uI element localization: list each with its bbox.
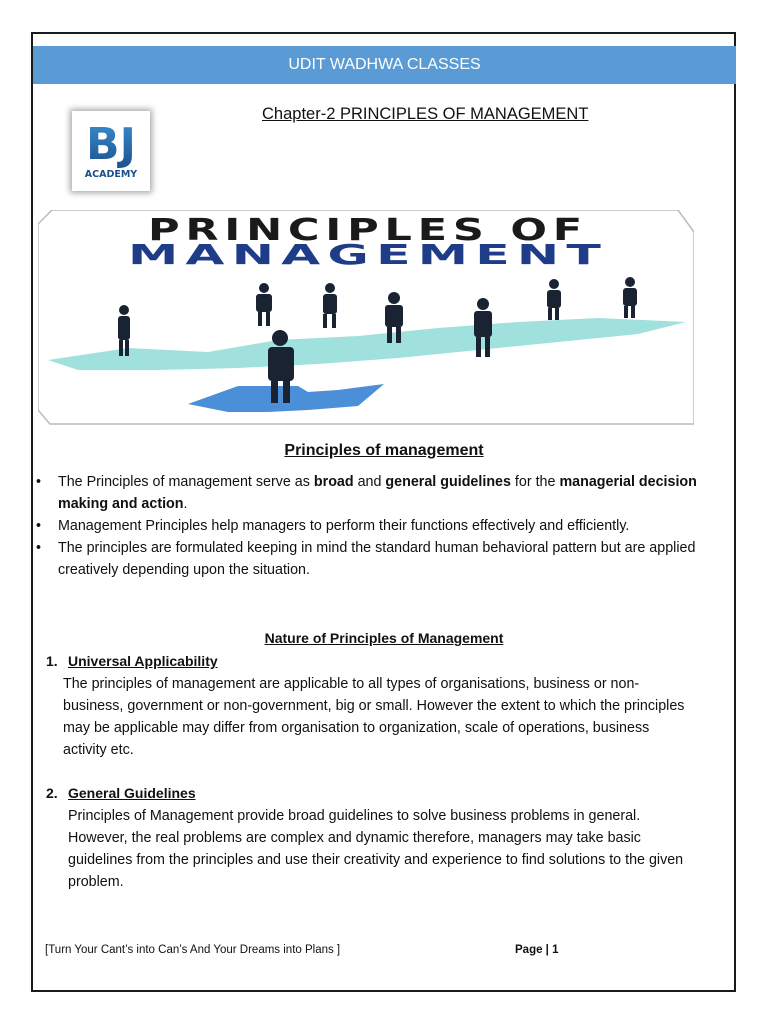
bullet-text: . [183, 496, 188, 512]
bullet-item [36, 537, 701, 581]
item-number: 2. [46, 785, 58, 801]
header-banner: UDIT WADHWA CLASSES [33, 46, 736, 84]
bullet-item [36, 515, 701, 537]
item-number: 1. [46, 653, 58, 669]
logo-caption: ACADEMY [84, 169, 138, 180]
bullet-text: managerial decision making and action [58, 474, 697, 512]
footer-page-number: Page | 1 [515, 944, 559, 956]
bullet-dot: • [36, 474, 42, 490]
item-title: Universal Applicability [68, 653, 218, 669]
academy-logo [72, 111, 150, 191]
bullet-text: and [353, 474, 386, 490]
bullet-text: The principles are formulated keeping in mind the standard human behavioral pattern but are applied creatively depending upon the situation. [58, 540, 696, 578]
section-title: Principles of management [284, 442, 484, 459]
item-heading-2 [46, 785, 196, 801]
nature-title: Nature of Principles of Management [264, 630, 504, 646]
hero-title-line1: PRINCIPLES OF [148, 213, 588, 248]
principles-bullet-list [36, 471, 701, 581]
hero-title-line2: MANAGEMENT [128, 238, 608, 271]
logo-letters: BJ [86, 119, 136, 170]
item-body-2: Principles of Management provide broad guidelines to solve business problems in general. However, the real problems are complex and dynamic therefore, managers may take basic guidelines from the principles and use their creativity and experience to find solutions to the given problem. [68, 808, 684, 890]
item-heading-1 [46, 653, 218, 669]
bullet-text: general guidelines [385, 474, 511, 490]
item-body-1: The principles of management are applicable to all types of organisations, business or non-business, government or non-government, big or small. However the extent to which the principles may be applicable may differ from organisation to organization, scale of operations, business activity etc. [63, 676, 685, 758]
bullet-item [36, 471, 701, 515]
principles-hero-image [38, 210, 694, 428]
footer-tagline: [Turn Your Cant’s into Can’s And Your Dreams into Plans ] [45, 944, 341, 956]
item-title: General Guidelines [68, 785, 196, 801]
bullet-text: Management Principles help managers to perform their functions effectively and efficiently. [58, 518, 630, 534]
bullet-text: for the [510, 474, 560, 490]
bj-logo-icon [72, 111, 150, 191]
bullet-text: broad [313, 474, 354, 490]
chapter-title: Chapter-2 PRINCIPLES OF MANAGEMENT [262, 105, 589, 123]
bullet-dot: • [36, 518, 42, 534]
bullet-dot: • [36, 540, 42, 556]
bullet-text: The Principles of management serve as [58, 474, 314, 490]
